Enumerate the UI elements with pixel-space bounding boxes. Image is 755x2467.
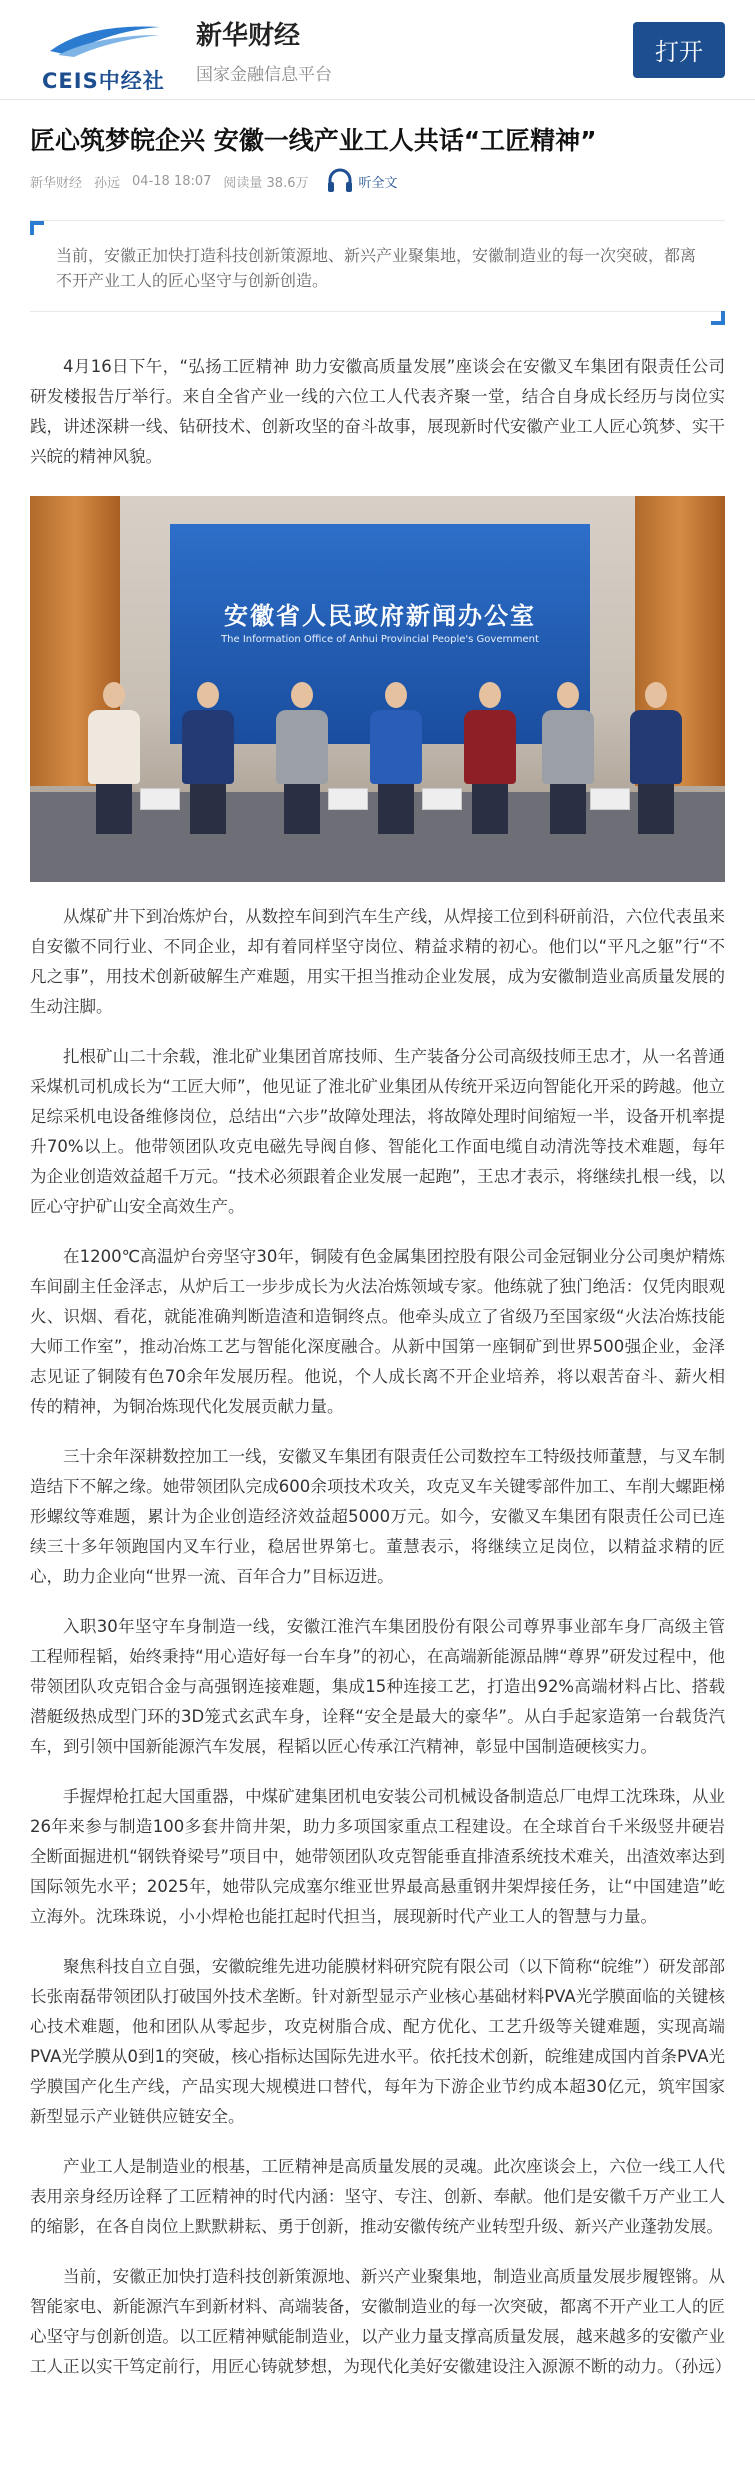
panelist-figure <box>630 682 682 834</box>
article-photo <box>30 496 725 882</box>
panelist-figure <box>182 682 234 834</box>
panelist-figure <box>370 682 422 834</box>
panelist-figure <box>88 682 140 834</box>
quote-corner-bottom-right <box>711 311 725 325</box>
article-author: 孙远 <box>94 175 121 191</box>
ceis-logo <box>38 15 168 93</box>
logo-swoosh-icon <box>48 21 163 59</box>
headphones-icon <box>326 168 354 194</box>
article-paragraph: 当前，安徽正加快打造科技创新策源地、新兴产业聚集地，制造业高质量发展步履铿锵。从智能家电、新能源汽车到新材料、高端装备，安徽制造业的每一次突破，都离不开产业工人的匠心坚守与创新创造。以工匠精神赋能制造业，以产业力量支撑高质量发展，越来越多的安徽产业工人正以实干笃定前行，用匠心铸就梦想，为现代化美好安徽建设注入源源不断的动力。（孙远） <box>30 2267 732 2376</box>
article-reads: 阅读量 38.6万 <box>223 175 309 191</box>
screen-subtitle: The Information Office of Anhui Provincial People's Government <box>221 634 539 645</box>
article-paragraph: 手握焊枪扛起大国重器，中煤矿建集团机电安装公司机械设备制造总厂电焊工沈珠珠，从业26年来参与制造100多套井筒井架，助力多项国家重点工程建设。在全球首台千米级竖井硬岩全断面掘进机“钢铁脊梁号”项目中，她带领团队攻克智能垂直排渣系统技术难关，出渣效率达到国际领先水平；2025年，她带队完成塞尔维亚世界最高悬重钢井架焊接任务，让“中国建造”屹立海外。沈珠珠说，小小焊枪也能扛起时代担当，展现新时代产业工人的智慧与力量。 <box>30 1787 725 1926</box>
article-meta <box>30 168 725 194</box>
panelist-figure <box>542 682 594 834</box>
listen-label: 听全文 <box>358 175 398 191</box>
article-paragraph: 聚焦科技自立自强，安徽皖维先进功能膜材料研究院有限公司（以下简称“皖维”）研发部部长张南磊带领团队打破国外技术垄断。针对新型显示产业核心基础材料PVA光学膜面临的关键核心技术难题，他和团队从零起步，攻克树脂合成、配方优化、工艺升级等关键难题，实现高端PVA光学膜从0到1的突破，核心指标达国际先进水平。依托技术创新，皖维建成国内首条PVA光学膜国产化生产线，产品实现大规模进口替代，每年为下游企业节约成本超30亿元，筑牢国家新型显示产业链供应链安全。 <box>30 1957 725 2126</box>
panelist-figure <box>276 682 328 834</box>
brand-block <box>196 15 633 85</box>
screen-title: 安徽省人民政府新闻办公室 <box>224 602 536 630</box>
article-paragraph: 在1200℃高温炉台旁坚守30年，铜陵有色金属集团控股有限公司金冠铜业分公司奥炉精炼车间副主任金泽志，从炉后工一步步成长为火法冶炼领域专家。他练就了独门绝活：仅凭肉眼观火、识烟、看花，就能准确判断造渣和造铜终点。他牵头成立了省级乃至国家级“火法冶炼技能大师工作室”，推动冶炼工艺与智能化深度融合。从新中国第一座铜矿到世界500强企业，金泽志见证了铜陵有色70余年发展历程。他说，个人成长离不开企业培养，将以艰苦奋斗、薪火相传的精神，为铜冶炼现代化发展贡献力量。 <box>30 1247 725 1416</box>
panelist-figure <box>464 682 516 834</box>
article-paragraph: 4月16日下午，“弘扬工匠精神 助力安徽高质量发展”座谈会在安徽叉车集团有限责任公司研发楼报告厅举行。来自全省产业一线的六位工人代表齐聚一堂，结合自身成长经历与岗位实践，讲述深耕一线、钻研技术、创新攻坚的奋斗故事，展现新时代安徽产业工人匠心筑梦、实干兴皖的精神风貌。 <box>30 357 725 466</box>
article-paragraph: 入职30年坚守车身制造一线，安徽江淮汽车集团股份有限公司尊界事业部车身厂高级主管工程师程韬，始终秉持“用心造好每一台车身”的初心，在高端新能源品牌“尊界”研发过程中，他带领团队攻克铝合金与高强钢连接难题，集成15种连接工艺，打造出92%高端材料占比、搭载潜艇级热成型门环的3D笼式玄武车身，诠释“安全是最大的豪华”。从白手起家造第一台载货汽车，到引领中国新能源汽车发展，程韬以匠心传承江汽精神，彰显中国制造硬核实力。 <box>30 1617 725 1756</box>
article-date: 04-18 18:07 <box>132 173 212 189</box>
article-body <box>0 124 755 2382</box>
top-app-bar <box>0 0 755 100</box>
listen-button[interactable] <box>326 168 409 194</box>
open-app-button[interactable]: 打开 <box>633 22 725 78</box>
article-summary <box>30 220 725 312</box>
article-paragraph: 扎根矿山二十余载，淮北矿业集团首席技师、生产装备分公司高级技师王忠才，从一名普通采煤机司机成长为“工匠大师”，他见证了淮北矿业集团从传统开采迈向智能化开采的跨越。他立足综采机电设备维修岗位，总结出“六步”故障处理法，将故障处理时间缩短一半，设备开机率提升70%以上。他带领团队攻克电磁先导阀自修、智能化工作面电缆自动清洗等技术难题，每年为企业创造效益超千万元。“技术必须跟着企业发展一起跑”，王忠才表示，将继续扎根一线，以匠心守护矿山安全高效生产。 <box>30 1047 725 1216</box>
article-paragraph: 从煤矿井下到冶炼炉台，从数控车间到汽车生产线，从焊接工位到科研前沿，六位代表虽来自安徽不同行业、不同企业，却有着同样坚守岗位、精益求精的初心。他们以“平凡之躯”行“不凡之事”，用技术创新破解生产难题，用实干担当推动企业发展，成为安徽制造业高质量发展的生动注脚。 <box>30 907 725 1016</box>
article-title: 匠心筑梦皖企兴 安徽一线产业工人共话“工匠精神” <box>30 126 597 155</box>
article-paragraph: 产业工人是制造业的根基，工匠精神是高质量发展的灵魂。此次座谈会上，六位一线工人代表用亲身经历诠释了工匠精神的时代内涵：坚守、专注、创新、奉献。他们是安徽千万产业工人的缩影，在各自岗位上默默耕耘、勇于创新，推动安徽传统产业转型升级、新兴产业蓬勃发展。 <box>30 2157 725 2236</box>
app-slogan: 国家金融信息平台 <box>196 64 332 85</box>
summary-text: 当前，安徽正加快打造科技创新策源地、新兴产业聚集地，安徽制造业的每一次突破，都离不开产业工人的匠心坚守与创新创造。 <box>56 246 697 290</box>
logo-text: CEIS中经社 <box>42 68 165 93</box>
quote-corner-top-left <box>30 221 44 235</box>
article-source: 新华财经 <box>30 175 83 191</box>
article-paragraph: 三十余年深耕数控加工一线，安徽叉车集团有限责任公司数控车工特级技师董慧，与叉车制造结下不解之缘。她带领团队完成600余项技术攻关，攻克叉车关键零部件加工、车削大螺距梯形螺纹等难题，累计为企业创造经济效益超5000万元。如今，安徽叉车集团有限责任公司已连续三十多年领跑国内叉车行业，稳居世界第七。董慧表示，将继续立足岗位，以精益求精的匠心，助力企业向“世界一流、百年合力”目标迈进。 <box>30 1447 725 1586</box>
app-name: 新华财经 <box>196 20 301 51</box>
